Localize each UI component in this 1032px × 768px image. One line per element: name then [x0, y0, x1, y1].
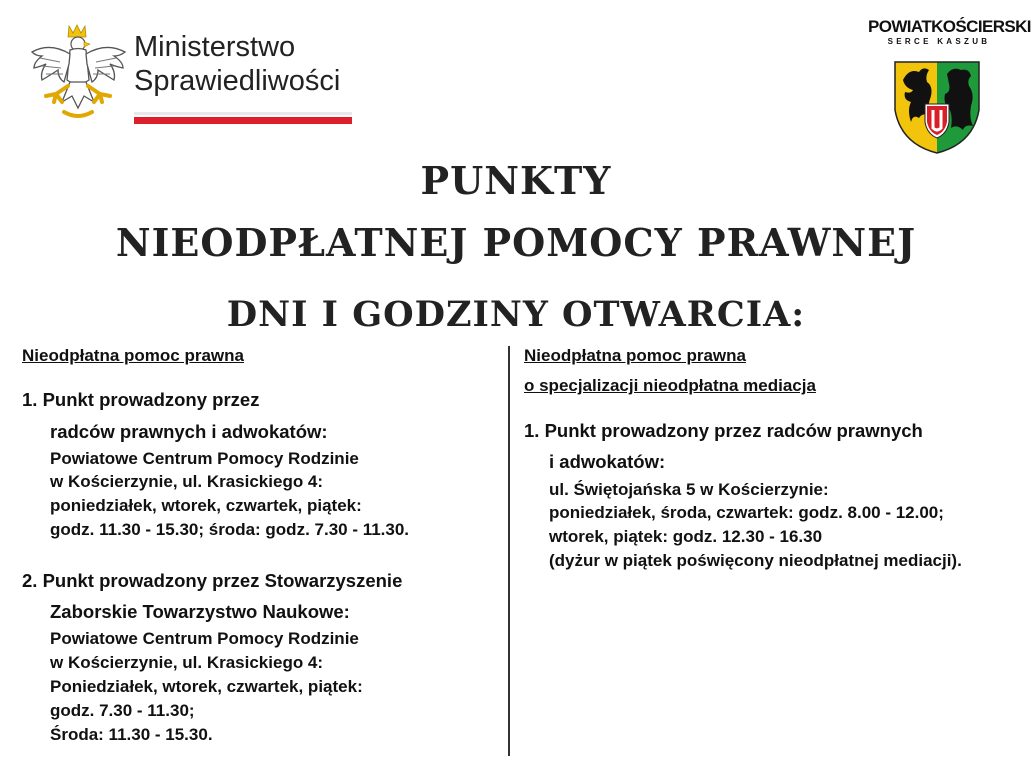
right-heading-line2: o specjalizacji nieodpłatna mediacja	[524, 376, 816, 395]
left-item1-line: poniedziałek, wtorek, czwartek, piątek:	[50, 496, 362, 515]
right-item1-line: (dyżur w piątek poświęcony nieodpłatnej mediacji).	[549, 551, 962, 570]
flag-stripe-white	[134, 112, 352, 115]
left-item1-line: w Kościerzynie, ul. Krasickiego 4:	[50, 472, 324, 491]
left-heading: Nieodpłatna pomoc prawna	[22, 346, 244, 365]
title-line3: DNI I GODZINY OTWARCIA:	[226, 294, 806, 335]
column-divider	[508, 346, 510, 756]
right-heading-line1: Nieodpłatna pomoc prawna	[524, 346, 746, 365]
left-item1-line: Powiatowe Centrum Pomocy Rodzinie	[50, 449, 359, 468]
right-item1-title-line1: 1. Punkt prowadzony przez radców prawnych	[524, 420, 923, 441]
powiat-tagline: SERCE KASZUB	[887, 37, 991, 46]
right-item1-line: ul. Świętojańska 5 w Kościerzynie:	[549, 480, 829, 499]
left-item2-line: Środa: 11.30 - 15.30.	[50, 725, 213, 744]
right-item1-title-line2: i adwokatów:	[549, 451, 666, 472]
left-item2-title-line1: 2. Punkt prowadzony przez Stowarzyszenie	[22, 570, 403, 591]
ministry-name-line2: Sprawiedliwości	[134, 65, 341, 97]
left-item2-line: Poniedziałek, wtorek, czwartek, piątek:	[50, 677, 363, 696]
left-item2-title-line2: Zaborskie Towarzystwo Naukowe:	[50, 601, 350, 622]
ministry-name-line1: Ministerstwo	[134, 31, 296, 63]
flag-stripe-red	[134, 117, 352, 124]
title-line1: PUNKTY	[420, 158, 612, 203]
right-item1-line: poniedziałek, środa, czwartek: godz. 8.00 - 12.00;	[549, 503, 944, 522]
title-line2: NIEODPŁATNEJ POMOCY PRAWNEJ	[115, 220, 917, 265]
powiat-coat-of-arms-icon	[893, 60, 981, 155]
right-item1-line: wtorek, piątek: godz. 12.30 - 16.30	[549, 527, 823, 546]
left-item1-title-line1: 1. Punkt prowadzony przez	[22, 389, 260, 410]
left-item2-line: godz. 7.30 - 11.30;	[50, 701, 195, 720]
powiat-logo-text: POWIATKOŚCIERSKI	[868, 17, 1031, 36]
left-item2-line: Powiatowe Centrum Pomocy Rodzinie	[50, 629, 359, 648]
left-item1-title-line2: radców prawnych i adwokatów:	[50, 421, 328, 442]
left-item2-line: w Kościerzynie, ul. Krasickiego 4:	[50, 653, 324, 672]
white-eagle-emblem-icon	[28, 22, 130, 126]
left-item1-line: godz. 11.30 - 15.30; środa: godz. 7.30 - 11.30.	[50, 520, 410, 539]
